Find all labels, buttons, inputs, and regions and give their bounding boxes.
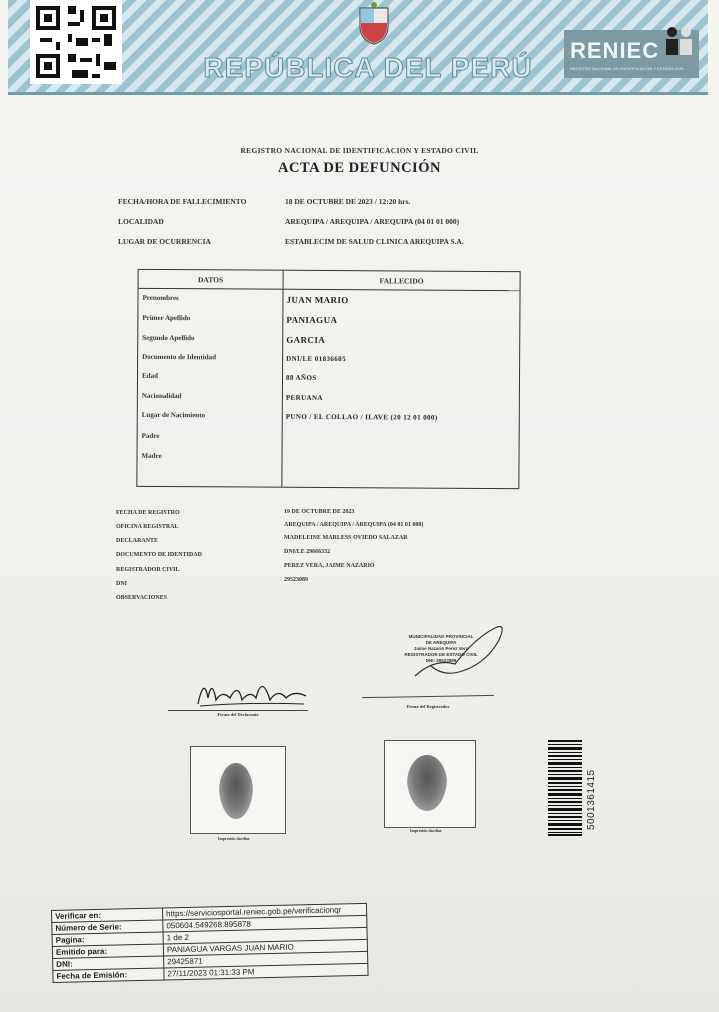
declarant-id-field	[116, 549, 331, 558]
row-value: PANIAGUA	[286, 314, 338, 326]
column-header-datos: DATOS	[197, 275, 224, 285]
verification-table	[51, 903, 369, 983]
row-value: PERUANA	[285, 393, 323, 402]
field-value: MADELEINE MARLESS OVIEDO SALAZAR	[284, 535, 408, 541]
fingerprint-icon	[407, 755, 447, 811]
field-value: ESTABLECIM DE SALUD CLINICA AREQUIPA S.A.	[285, 237, 464, 246]
barcode-number: 5001361415	[586, 769, 597, 830]
stamp-line: Jaime Nazario Perez Vera	[413, 646, 469, 651]
registrar-field	[116, 563, 375, 573]
field-label: FECHA DE REGISTRO	[116, 510, 180, 516]
field-value: DNI/LE 29666332	[284, 549, 331, 555]
registrar-signature-caption: Firma del Registrador	[406, 704, 450, 709]
reniec-logo-text: RENIEC	[570, 38, 660, 63]
row-label: Primer Apellido	[142, 313, 191, 323]
field-label: OFICINA REGISTRAL	[116, 524, 179, 530]
table-row	[138, 371, 519, 382]
field-value: 18 DE OCTUBRE DE 2023 / 12:20 hrs.	[285, 197, 411, 206]
stamp-line: MUNICIPALIDAD PROVINCIAL	[408, 634, 474, 639]
right-fingerprint-caption: Impresión dactilar	[410, 828, 442, 833]
row-label: Padre	[141, 431, 160, 440]
field-value: 19 DE OCTUBRE DE 2023	[284, 509, 355, 515]
place-of-occurrence-field	[118, 237, 464, 246]
table-row	[138, 451, 519, 460]
registry-date-field	[116, 509, 355, 516]
row-label: Prenombres	[142, 293, 179, 303]
verification-label: Emitido para:	[52, 944, 163, 959]
header-banner	[8, 0, 708, 95]
verification-label: DNI:	[53, 956, 164, 971]
reniec-logo-subtitle: REGISTRO NACIONAL DE IDENTIFICACIÓN Y ESTADO CIVIL	[570, 66, 685, 71]
column-header-fallecido: FALLECIDO	[379, 276, 424, 286]
declarant-signature	[190, 668, 310, 712]
table-row	[138, 410, 519, 422]
verification-value: 27/11/2023 01:31:33 PM	[164, 963, 368, 980]
verification-value: https://serviciosportal.reniec.gob.pe/verificacionqr	[162, 903, 366, 920]
table-row	[139, 293, 520, 306]
row-value: JUAN MARIO	[286, 294, 349, 306]
barcode-number-wrapper	[586, 748, 600, 838]
row-label: Madre	[141, 451, 162, 460]
verification-value: PANIAGUA VARGAS JUAN MARIO	[163, 939, 367, 956]
field-label: FECHA/HORA DE FALLECIMIENTO	[118, 197, 247, 206]
locality-field	[118, 217, 460, 226]
field-value: AREQUIPA / AREQUIPA / AREQUIPA (04 01 01 000)	[285, 217, 460, 226]
row-label: Segundo Apellido	[142, 333, 195, 343]
row-label: Nacionalidad	[141, 391, 182, 401]
registrar-signature-line	[362, 695, 494, 698]
row-value: DNI/LE 01836605	[286, 354, 347, 364]
verification-label: Verificar en:	[52, 908, 163, 923]
row-label: Documento de Identidad	[142, 352, 217, 362]
registry-office-field	[116, 522, 424, 530]
document-title: ACTA DE DEFUNCIÓN	[278, 160, 441, 176]
verification-value: 050604.549268.895878	[163, 915, 367, 932]
row-value: 88 AÑOS	[285, 373, 317, 382]
field-value: AREQUIPA / AREQUIPA / AREQUIPA (04 01 01 000)	[284, 522, 424, 528]
table-row	[138, 431, 519, 440]
reniec-emblem-icon	[660, 26, 698, 56]
death-date-field	[118, 197, 411, 206]
table-row	[138, 352, 519, 364]
verification-label: Fecha de Emisión:	[53, 968, 164, 983]
barcode-icon	[548, 740, 582, 836]
deceased-data-table	[136, 269, 520, 489]
verification-value: 29425871	[164, 951, 368, 968]
fingerprint-icon	[219, 763, 253, 819]
field-label: DECLARANTE	[116, 538, 159, 544]
field-label: OBSERVACIONES	[116, 595, 168, 601]
verification-label: Pagina:	[52, 932, 163, 947]
table-row	[138, 333, 519, 345]
stamp-line: REGISTRADOR DE ESTADO CIVIL	[404, 652, 478, 657]
row-value: GARCIA	[286, 334, 326, 345]
table-row	[138, 391, 519, 402]
right-fingerprint-box	[384, 740, 476, 828]
table-row	[138, 313, 519, 326]
field-label: LUGAR DE OCURRENCIA	[118, 237, 211, 246]
coat-of-arms-icon	[352, 2, 396, 46]
row-label: Edad	[141, 371, 159, 380]
field-label: DOCUMENTO DE IDENTIDAD	[116, 552, 202, 558]
stamp-line: DNI: 29523089	[425, 658, 457, 663]
institution-name: REGISTRO NACIONAL DE IDENTIFICACION Y ESTADO CIVIL	[240, 146, 479, 155]
stamp-line: DE AREQUIPA	[425, 640, 457, 645]
declarant-field	[116, 535, 408, 544]
field-value: 29523089	[284, 577, 308, 583]
left-fingerprint-caption: Impresión dactilar	[218, 836, 250, 841]
qr-code-icon	[30, 0, 122, 84]
field-value: PEREZ VERA, JAIME NAZARIO	[284, 563, 375, 569]
field-label: LOCALIDAD	[118, 217, 164, 226]
registrar-signature	[395, 618, 515, 688]
observations-field	[116, 595, 167, 601]
declarant-signature-line	[168, 710, 308, 711]
field-label: REGISTRADOR CIVIL	[116, 567, 180, 573]
registrar-dni-field	[116, 577, 308, 587]
verification-label: Número de Serie:	[52, 920, 163, 935]
banner-title: REPÚBLICA DEL PERÚ	[203, 52, 533, 83]
row-value: PUNO / EL COLLAO / ILAVE (20 12 01 000)	[285, 412, 438, 422]
field-label: DNI	[116, 581, 128, 587]
verification-value: 1 de 2	[163, 927, 367, 944]
declarant-signature-caption: Firma del Declarante	[217, 712, 259, 717]
row-label: Lugar de Nacimiento	[141, 410, 206, 420]
left-fingerprint-box	[190, 746, 286, 834]
